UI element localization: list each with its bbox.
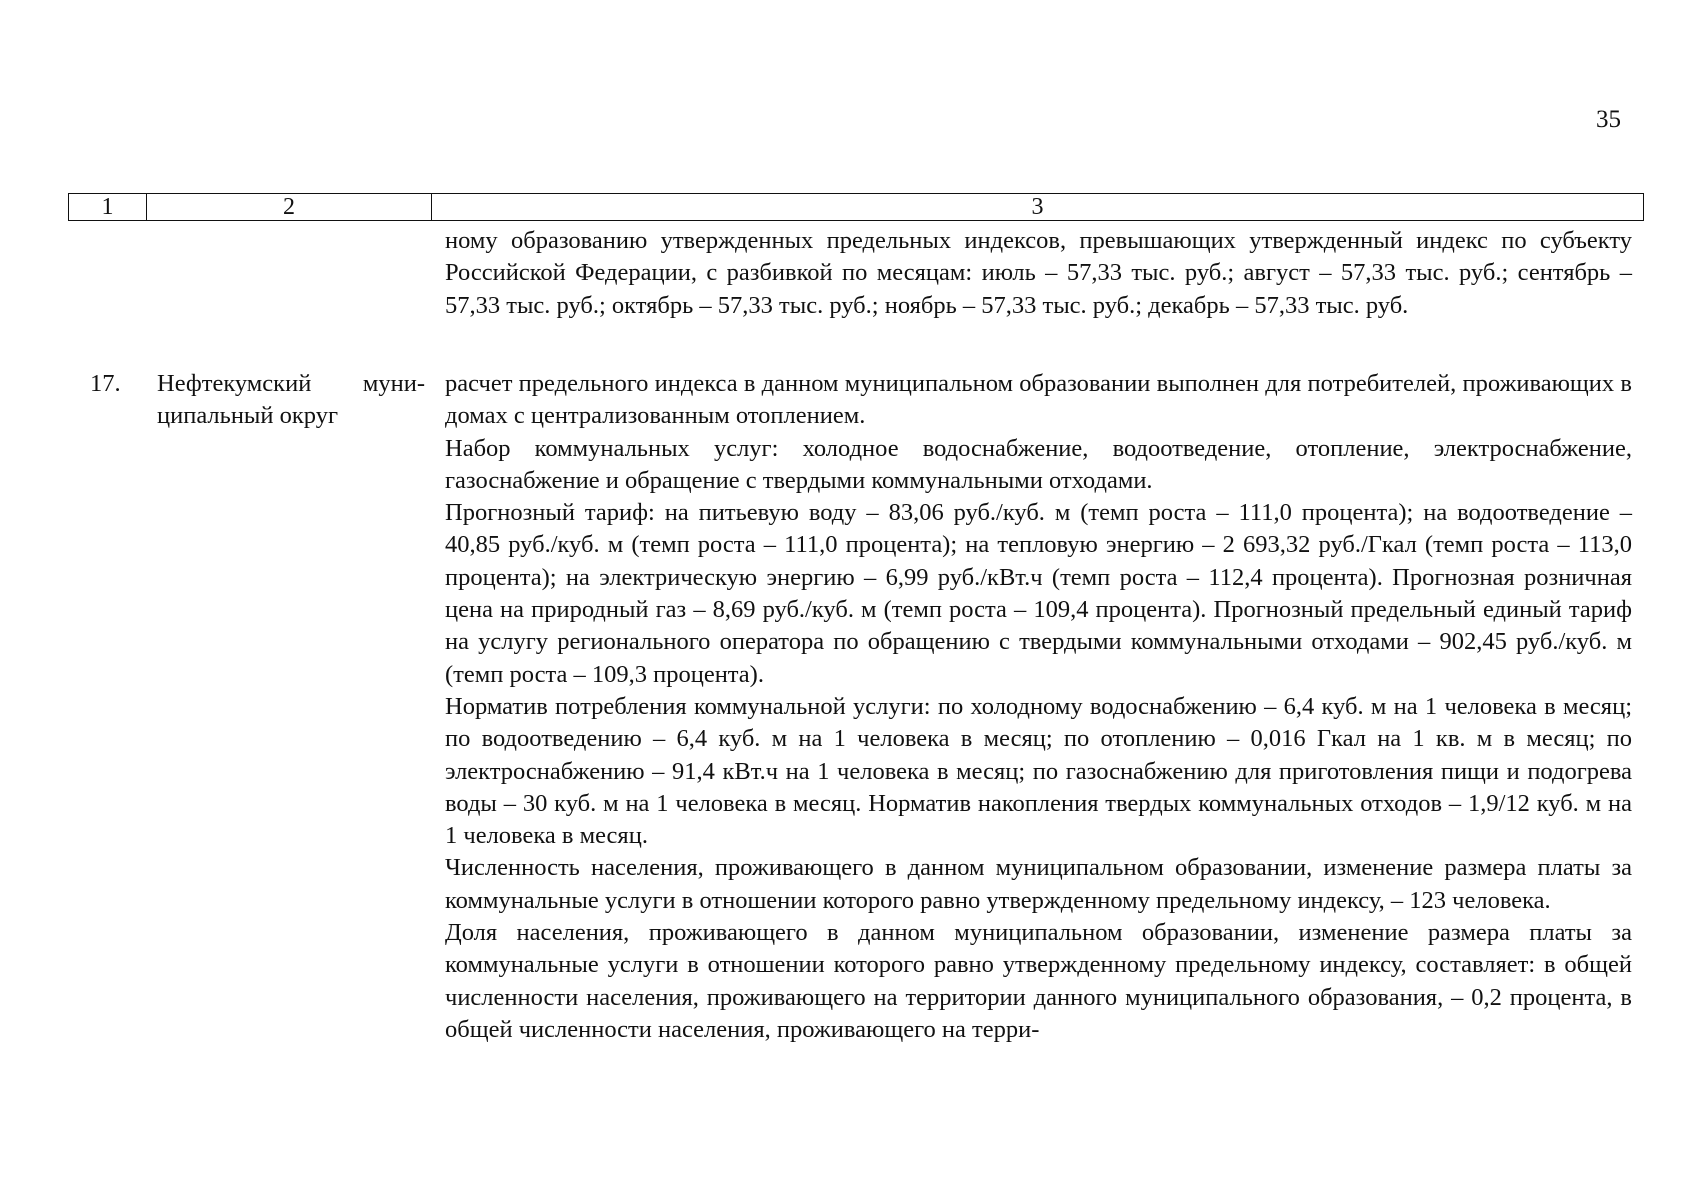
municipality-name-line-2: ципальный округ — [157, 402, 339, 430]
continuation-paragraph: ному образованию утвержденных предельных индексов, превышающих утвержденный индекс по субъекту Российской Федерации, с разбивкой по месяцам: июль – 57,33 тыс. руб.; август – 57,33 тыс. руб.; сентябрь – 57,33 тыс. руб.; октябрь – 57,33 тыс. руб.; ноябрь – 57,33 тыс. руб.; декабрь – 57,33 тыс. руб. — [445, 227, 1632, 319]
paragraph-calculation: расчет предельного индекса в данном муниципальном образовании выполнен для потребителей, проживающих в домах с централизованным отоплением. — [445, 370, 1632, 430]
paragraph-population: Численность населения, проживающего в данном муниципальном образовании, изменение размера платы за коммунальные услуги в отношении которого равно утвержденному предельному индексу, – 123 человека. — [445, 854, 1632, 914]
header-col-3: 3 — [1031, 194, 1044, 220]
paragraph-services: Набор коммунальных услуг: холодное водоснабжение, водоотведение, отопление, электроснабжение, газоснабжение и обращение с твердыми коммунальными отходами. — [445, 434, 1632, 494]
page-number: 35 — [1596, 106, 1621, 133]
table-header-row — [68, 193, 1644, 221]
row-number: 17. — [90, 370, 121, 397]
paragraph-population-share: Доля населения, проживающего в данном муниципальном образовании, изменение размера платы за коммунальные услуги в отношении которого равно утвержденному предельному индексу, составляет: в общей численности населения, проживающего на территории данного муниципального образования, – 0,2 процента, в общей численности населения, проживающего на терри- — [445, 919, 1632, 1043]
paragraph-tariffs: Прогнозный тариф: на питьевую воду – 83,06 руб./куб. м (темп роста – 111,0 процента); на водоотведение – 40,85 руб./куб. м (темп роста – 111,0 процента); на тепловую энергию – 2 693,32 руб./Гкал (темп роста – 113,0 процента); на электрическую энергию – 6,99 руб./кВт.ч (темп роста – 112,4 процента). Прогнозная розничная цена на природный газ – 8,69 руб./куб. м (темп роста – 109,4 процента). Прогнозный предельный единый тариф на услугу регионального оператора по обращению с твердыми коммунальными отходами – 902,45 руб./куб. м (темп роста – 109,3 процента). — [445, 499, 1632, 688]
header-col-2: 2 — [147, 194, 432, 220]
continuation-text — [445, 225, 1632, 322]
row-description — [445, 368, 1632, 1046]
paragraph-norms: Норматив потребления коммунальной услуги: по холодному водоснабжению – 6,4 куб. м на 1 человека в месяц; по водоотведению – 6,4 куб. м на 1 человека в месяц; по отоплению – 0,016 Гкал на 1 кв. м в месяц; по электроснабжению – 91,4 кВт.ч на 1 человека в месяц; по газоснабжению для приготовления пищи и подогрева воды – 30 куб. м на 1 человека в месяц. Норматив накопления твердых коммунальных отходов – 1,9/12 куб. м на 1 человека в месяц. — [445, 692, 1632, 850]
municipality-name-line-1: Нефтекумский муни- — [157, 370, 425, 397]
municipality-name — [157, 368, 425, 433]
header-col-1: 1 — [69, 194, 147, 220]
